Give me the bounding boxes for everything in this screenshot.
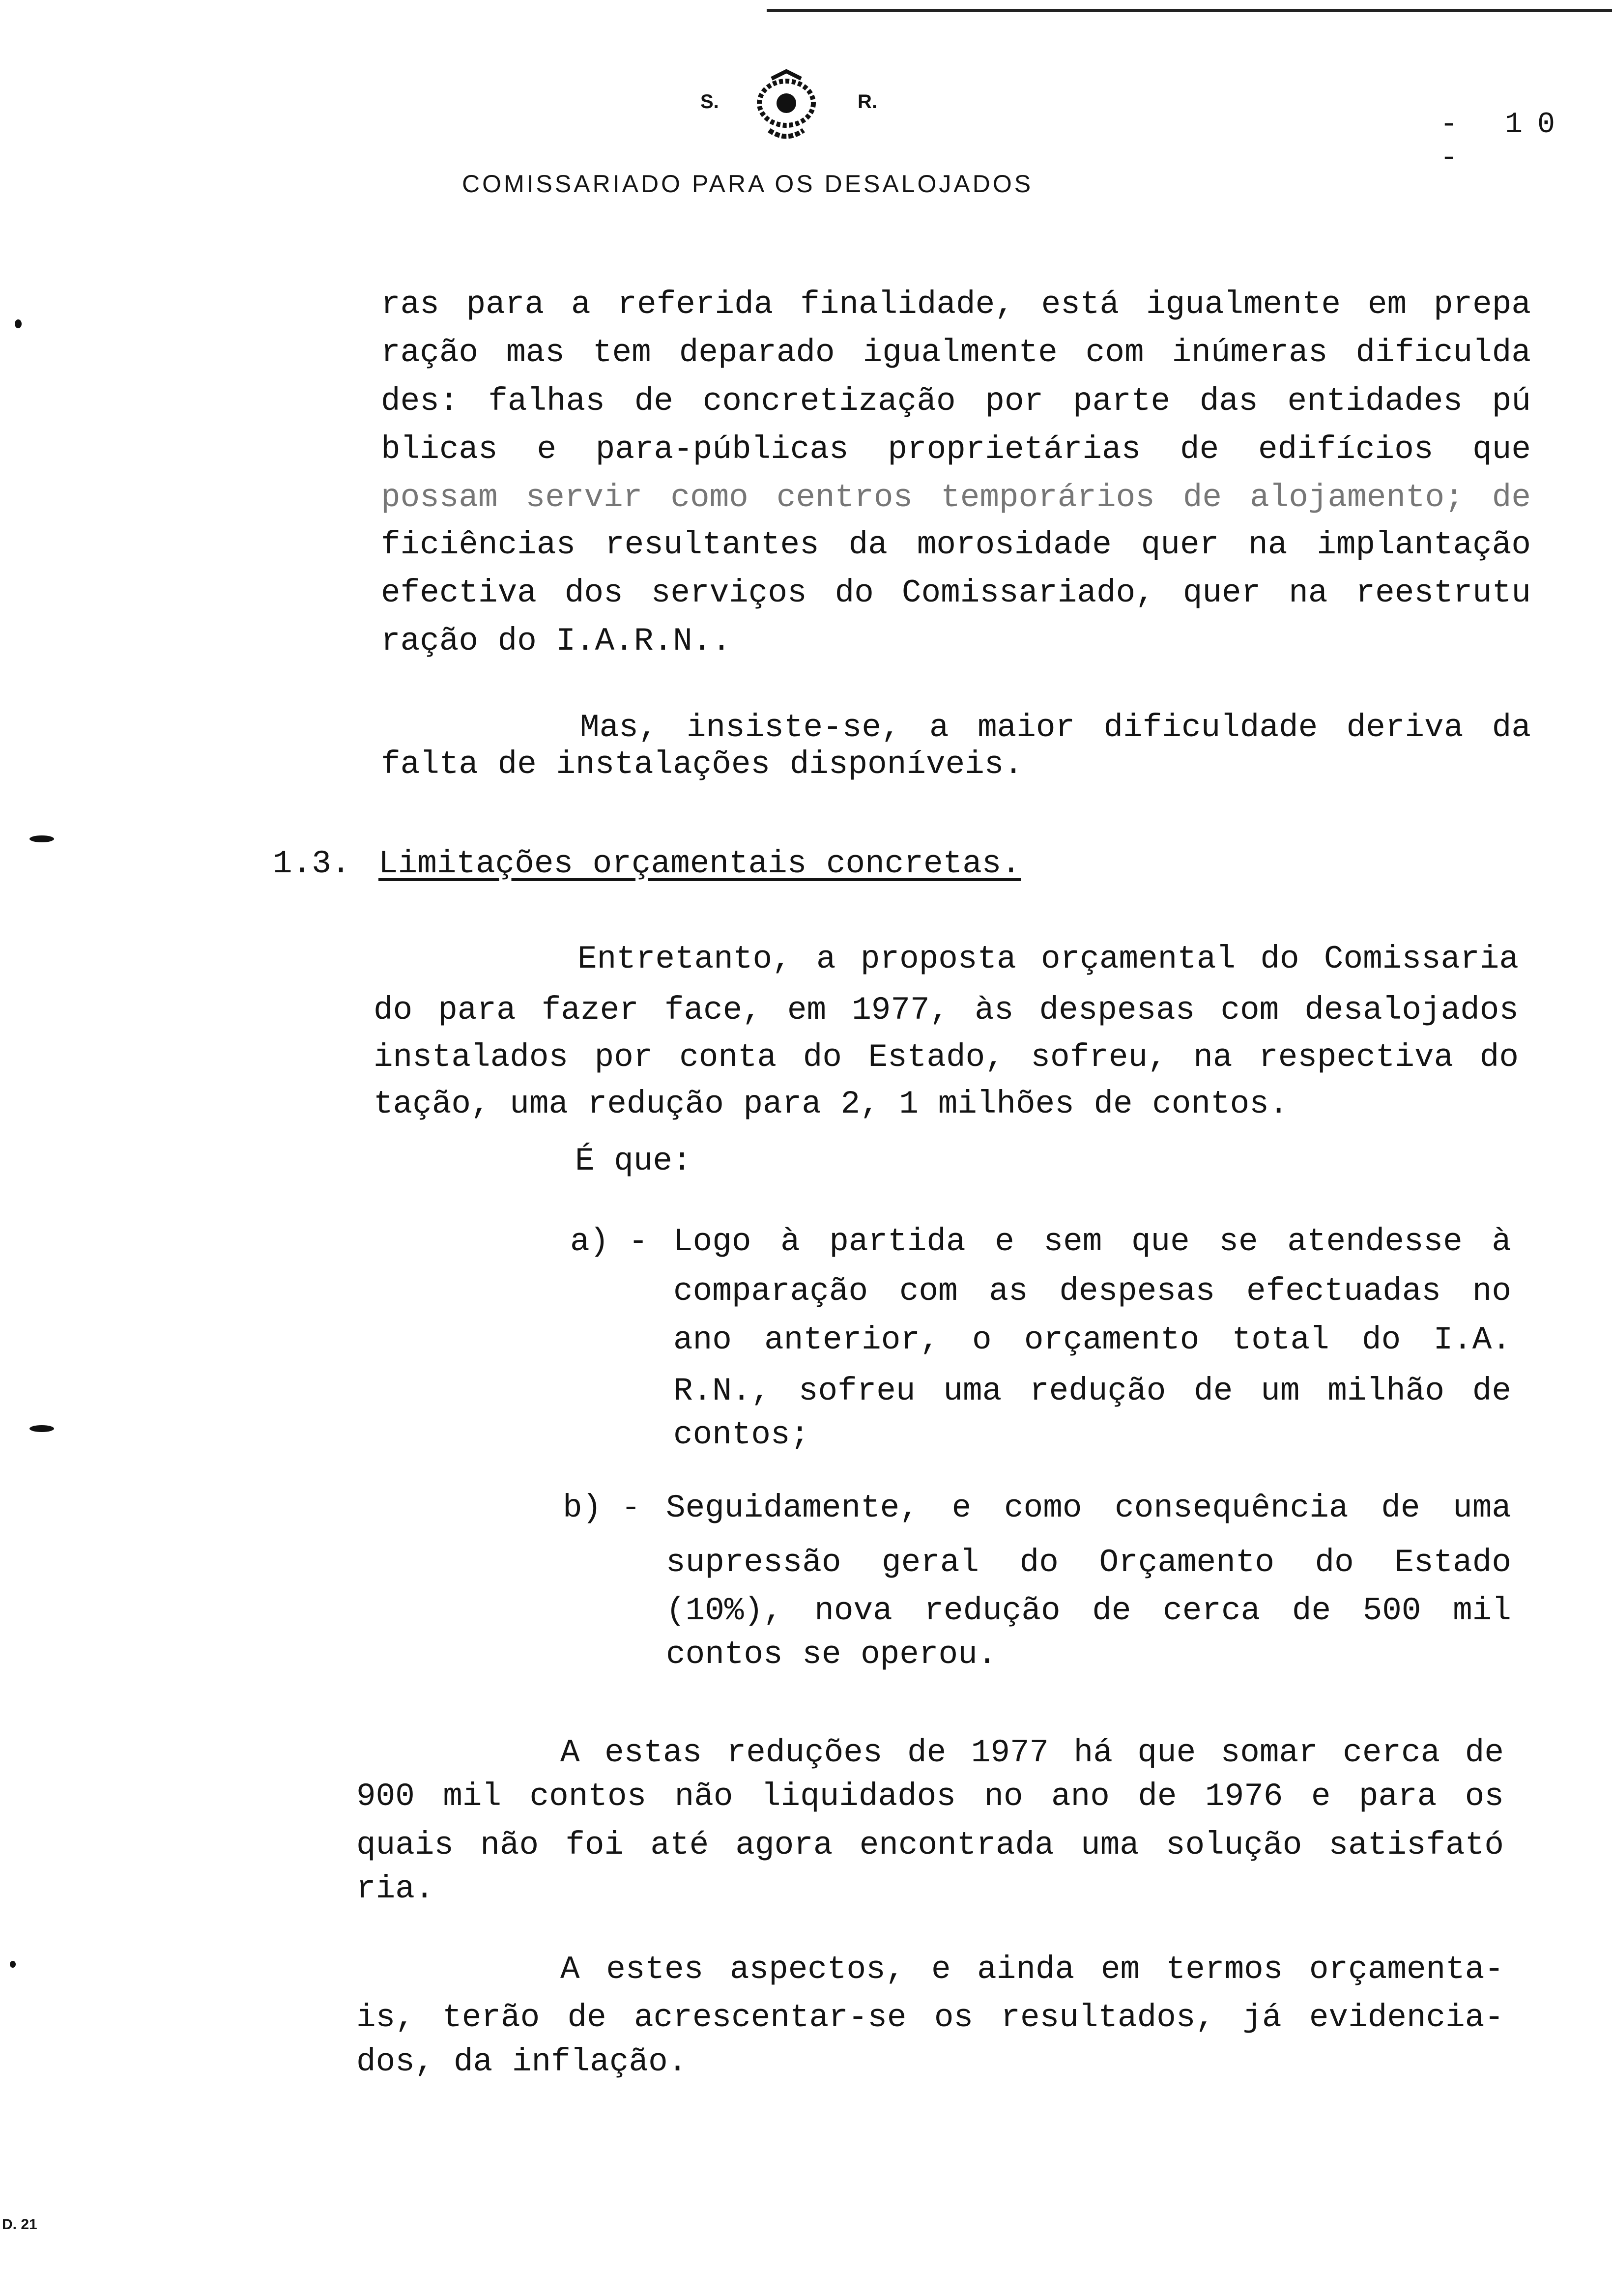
header-left-initial: S. [700,91,719,113]
para1-line: ficiências resultantes da morosidade quer na implantação [381,526,1531,563]
para1-line: ração do I.A.R.N.. [381,623,731,660]
agency-name: COMISSARIADO PARA OS DESALOJADOS [462,170,1034,198]
para3-line: instalados por conta do Estado, sofreu, na respectiva do [374,1039,1519,1076]
item-a-line: comparação com as despesas efectuadas no [673,1273,1511,1310]
margin-mark [15,319,22,328]
para5-line: dos, da inflação. [356,2043,688,2080]
item-b-line: (10%), nova redução de cerca de 500 mil [666,1592,1511,1629]
item-a-label-line: a) - [570,1223,648,1260]
item-a-line: contos; [673,1416,810,1453]
para5-line: A estes aspectos, e ainda em termos orçamenta- [560,1951,1504,1988]
form-code: D. 21 [2,2216,37,2233]
item-b-line: contos se operou. [666,1636,997,1673]
para4-line: A estas reduções de 1977 há que somar cerca de [560,1734,1504,1771]
para1-line: des: falhas de concretização por parte das entidades pú [381,383,1531,420]
margin-mark [29,1425,54,1432]
para2-line: Mas, insiste-se, a maior dificuldade deriva da [580,709,1531,746]
item-a-line: Logo à partida e sem que se atendesse à [673,1223,1511,1260]
section-number: 1.3. [273,845,351,882]
para1-line: possam servir como centros temporários de alojamento; de [381,479,1531,516]
para3-line: tação, uma redução para 2, 1 milhões de contos. [374,1086,1289,1122]
para4-line: quais não foi até agora encontrada uma solução satisfató [356,1827,1504,1864]
para1-line: efectiva dos serviços do Comissariado, quer na reestrutu [381,574,1531,611]
item-a-line: ano anterior, o orçamento total do I.A. [673,1321,1511,1358]
section-title: Limitações orçamentais concretas. [378,845,1021,882]
margin-mark [29,835,54,842]
para4-line: ria. [356,1870,434,1907]
item-b-line: supressão geral do Orçamento do Estado [666,1544,1511,1581]
para3-line: do para fazer face, em 1977, às despesas com desalojados [374,992,1519,1029]
para1-line: ras para a referida finalidade, está igualmente em prepa [381,286,1531,323]
page-number: - 10 - [1440,108,1570,175]
para5-line: is, terão de acrescentar-se os resultados, já evidencia- [356,1999,1504,2036]
para4-line: 900 mil contos não liquidados no ano de 1976 e para os [356,1778,1504,1815]
intro-line: É que: [575,1143,692,1179]
para2-line: falta de instalações disponíveis. [381,746,1024,783]
item-b-line: Seguidamente, e como consequência de uma [666,1490,1511,1526]
item-a-line: R.N., sofreu uma redução de um milhão de [673,1373,1511,1409]
item-b-label-line: b) - [563,1490,641,1526]
margin-mark [10,1961,16,1968]
para3-line: Entretanto, a proposta orçamental do Comissaria [577,941,1519,977]
para1-line: ração mas tem deparado igualmente com inúmeras dificulda [381,334,1531,371]
scan-edge-line [767,9,1612,12]
coat-of-arms-icon [742,69,831,147]
para1-line: blicas e para-públicas proprietárias de edifícios que [381,431,1531,468]
header-right-initial: R. [858,91,877,113]
